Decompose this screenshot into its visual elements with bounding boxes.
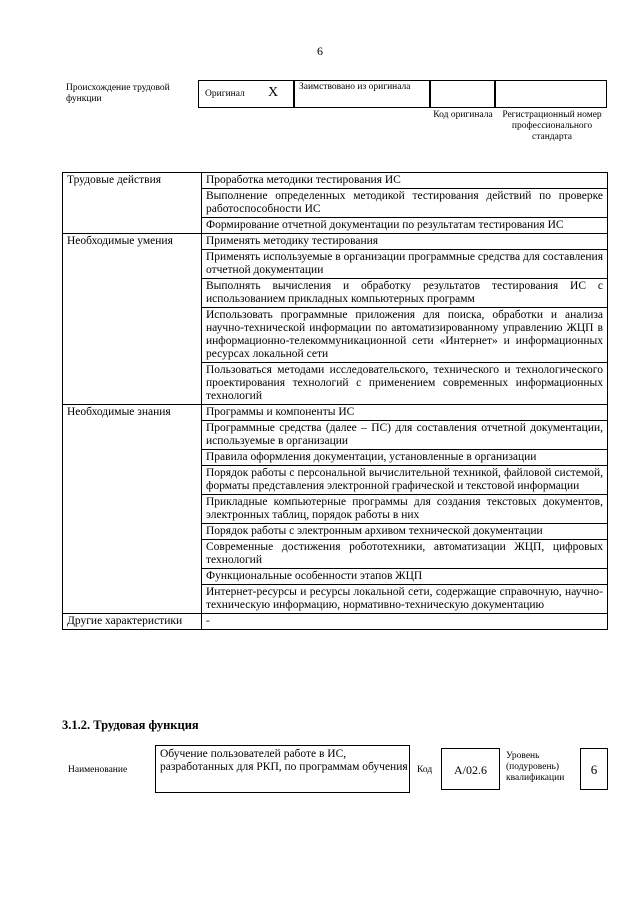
registration-caption: Регистрационный номер профессионального стандарта — [502, 110, 602, 142]
row-label-other: Другие характеристики — [63, 614, 202, 630]
table-cell: Функциональные особенности этапов ЖЦП — [202, 569, 608, 585]
table-cell: Формирование отчетной документации по результатам тестирования ИС — [202, 218, 608, 234]
table-row — [63, 234, 608, 250]
table-cell: Порядок работы с электронным архивом технической документации — [202, 524, 608, 540]
original-label: Оригинал — [205, 89, 245, 99]
row-label-skills: Необходимые умения — [63, 234, 202, 405]
table-row — [63, 614, 608, 630]
table-row — [63, 173, 608, 189]
table-cell: Применять используемые в организации программные средства для составления отчетной документации — [202, 250, 608, 279]
code-caption: Код оригинала — [433, 110, 493, 120]
original-code-cell — [430, 80, 495, 108]
table-cell: Программные средства (далее – ПС) для составления отчетной документации, используемые в организации — [202, 421, 608, 450]
table-cell: Современные достижения робототехники, автоматизации ЖЦП, цифровых технологий — [202, 540, 608, 569]
table-row — [63, 405, 608, 421]
origin-label: Происхождение трудовой функции — [66, 83, 170, 104]
table-cell: Прикладные компьютерные программы для создания текстовых документов, электронных таблиц, порядок работы в них — [202, 495, 608, 524]
table-cell: Пользоваться методами исследовательского, технического и технологического проектирования технологий с применением современных информационных технологий — [202, 363, 608, 405]
function-details-table — [62, 172, 608, 630]
table-cell: Проработка методики тестирования ИС — [202, 173, 608, 189]
table-cell: Использовать программные приложения для поиска, обработки и анализа научно-технической информации по автоматизированному управлению ЖЦП в информационно-телекоммуникационной сети «Интернет» и информационных ресурсах локальной сети — [202, 308, 608, 363]
section-title: 3.1.2. Трудовая функция — [62, 718, 199, 732]
qualification-level-label: Уровень (подуровень) квалификации — [506, 751, 565, 783]
page-number: 6 — [317, 44, 323, 58]
function-name: Обучение пользователей работе в ИС, разработанных для РКП, по программам обучения — [160, 748, 408, 773]
table-cell: Правила оформления документации, установленные в организации — [202, 450, 608, 466]
table-cell: Порядок работы с персональной вычислительной техникой, файловой системой, форматы представления электронной графической и текстовой информации — [202, 466, 608, 495]
row-label-knowledge: Необходимые знания — [63, 405, 202, 614]
original-mark: X — [268, 85, 279, 100]
row-label-actions: Трудовые действия — [63, 173, 202, 234]
registration-number-cell — [495, 80, 607, 108]
table-cell: Интернет-ресурсы и ресурсы локальной сети, содержащие справочную, научно-техническую информацию, нормативно-техническую документацию — [202, 585, 608, 614]
code-label: Код — [417, 765, 433, 775]
function-code: A/02.6 — [441, 748, 500, 790]
table-cell: Выполнение определенных методикой тестирования действий по проверке работоспособности ИС — [202, 189, 608, 218]
table-cell: - — [202, 614, 608, 630]
table-cell: Применять методику тестирования — [202, 234, 608, 250]
table-cell: Выполнять вычисления и обработку результатов тестирования ИС с использованием прикладных компьютерных программ — [202, 279, 608, 308]
table-cell: Программы и компоненты ИС — [202, 405, 608, 421]
qualification-level-value: 6 — [580, 748, 608, 790]
borrowed-label: Заимствовано из оригинала — [299, 82, 411, 92]
name-label: Наименование — [68, 765, 128, 775]
